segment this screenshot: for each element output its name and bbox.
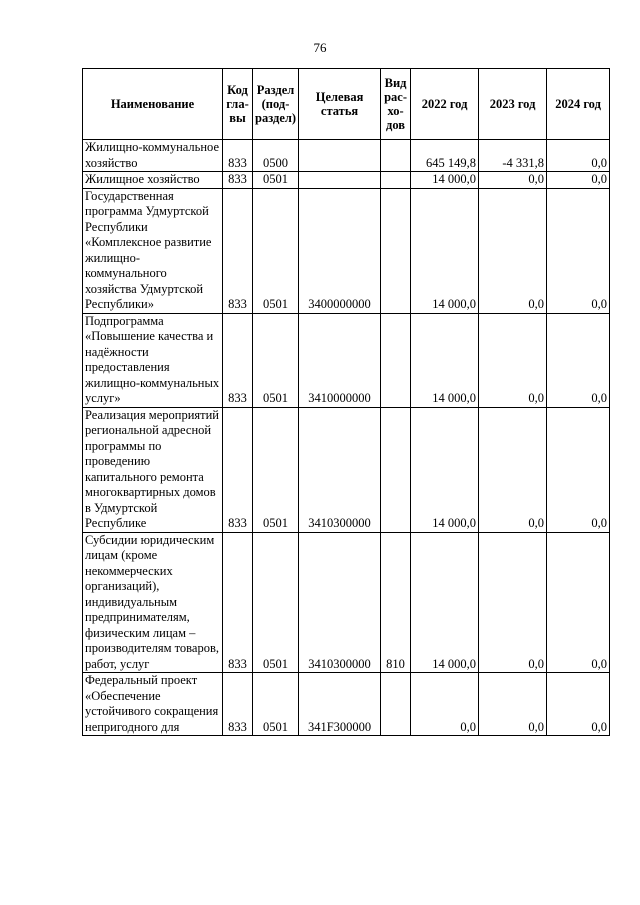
row-2024: 0,0 — [547, 673, 610, 736]
row-target — [299, 172, 381, 189]
row-name: Федеральный проект «Обеспечение устойчивого сокращения непригодного для — [83, 673, 223, 736]
header-section: Раздел (под-раздел) — [253, 69, 299, 140]
row-2022: 0,0 — [411, 673, 479, 736]
row-target: 341F300000 — [299, 673, 381, 736]
table-row — [83, 532, 610, 673]
row-2022: 14 000,0 — [411, 188, 479, 313]
row-chapter: 833 — [223, 172, 253, 189]
row-2024: 0,0 — [547, 140, 610, 172]
row-2024: 0,0 — [547, 407, 610, 532]
row-2022: 14 000,0 — [411, 313, 479, 407]
row-name: Субсидии юридическим лицам (кроме некоммерческих организаций), индивидуальным предпринимателям, физическим лицам – производителям товаров, работ, услуг — [83, 532, 223, 673]
row-expense — [381, 313, 411, 407]
table-row — [83, 313, 610, 407]
row-target: 3410300000 — [299, 532, 381, 673]
row-expense — [381, 407, 411, 532]
row-2023: 0,0 — [479, 188, 547, 313]
header-row — [83, 69, 610, 140]
row-2023: 0,0 — [479, 313, 547, 407]
row-chapter: 833 — [223, 140, 253, 172]
row-expense — [381, 188, 411, 313]
row-2022: 14 000,0 — [411, 407, 479, 532]
row-name: Реализация мероприятий региональной адресной программы по проведению капитального ремонта многоквартирных домов в Удмуртской Республике — [83, 407, 223, 532]
budget-table — [82, 68, 610, 736]
table-row — [83, 140, 610, 172]
row-section: 0501 — [253, 188, 299, 313]
row-target: 3410300000 — [299, 407, 381, 532]
row-chapter: 833 — [223, 673, 253, 736]
row-target: 3400000000 — [299, 188, 381, 313]
row-target — [299, 140, 381, 172]
row-2023: -4 331,8 — [479, 140, 547, 172]
table-row — [83, 172, 610, 189]
row-name: Подпрограмма «Повышение качества и надёжности предоставления жилищно-коммунальных услуг» — [83, 313, 223, 407]
row-expense — [381, 172, 411, 189]
row-2022: 14 000,0 — [411, 172, 479, 189]
row-chapter: 833 — [223, 188, 253, 313]
row-chapter: 833 — [223, 532, 253, 673]
row-expense: 810 — [381, 532, 411, 673]
header-chapter-code: Код гла-вы — [223, 69, 253, 140]
table-row — [83, 673, 610, 736]
table-row — [83, 407, 610, 532]
row-2024: 0,0 — [547, 172, 610, 189]
row-2022: 645 149,8 — [411, 140, 479, 172]
row-name: Жилищное хозяйство — [83, 172, 223, 189]
row-2022: 14 000,0 — [411, 532, 479, 673]
row-section: 0501 — [253, 172, 299, 189]
row-section: 0500 — [253, 140, 299, 172]
header-2023: 2023 год — [479, 69, 547, 140]
header-name: Наименование — [83, 69, 223, 140]
row-section: 0501 — [253, 532, 299, 673]
row-2023: 0,0 — [479, 172, 547, 189]
row-chapter: 833 — [223, 313, 253, 407]
table-row — [83, 188, 610, 313]
header-2024: 2024 год — [547, 69, 610, 140]
row-section: 0501 — [253, 313, 299, 407]
header-2022: 2022 год — [411, 69, 479, 140]
row-2023: 0,0 — [479, 673, 547, 736]
row-2024: 0,0 — [547, 532, 610, 673]
row-target: 3410000000 — [299, 313, 381, 407]
row-section: 0501 — [253, 407, 299, 532]
header-target-article: Целевая статья — [299, 69, 381, 140]
header-expense-type: Вид рас-хо-дов — [381, 69, 411, 140]
row-expense — [381, 140, 411, 172]
row-section: 0501 — [253, 673, 299, 736]
row-2023: 0,0 — [479, 407, 547, 532]
row-2024: 0,0 — [547, 188, 610, 313]
row-2023: 0,0 — [479, 532, 547, 673]
row-name: Государственная программа Удмуртской Республики «Комплексное развитие жилищно-коммунального хозяйства Удмуртской Республики» — [83, 188, 223, 313]
row-chapter: 833 — [223, 407, 253, 532]
row-2024: 0,0 — [547, 313, 610, 407]
page-number: 76 — [313, 40, 327, 55]
row-name: Жилищно-коммунальное хозяйство — [83, 140, 223, 172]
row-expense — [381, 673, 411, 736]
